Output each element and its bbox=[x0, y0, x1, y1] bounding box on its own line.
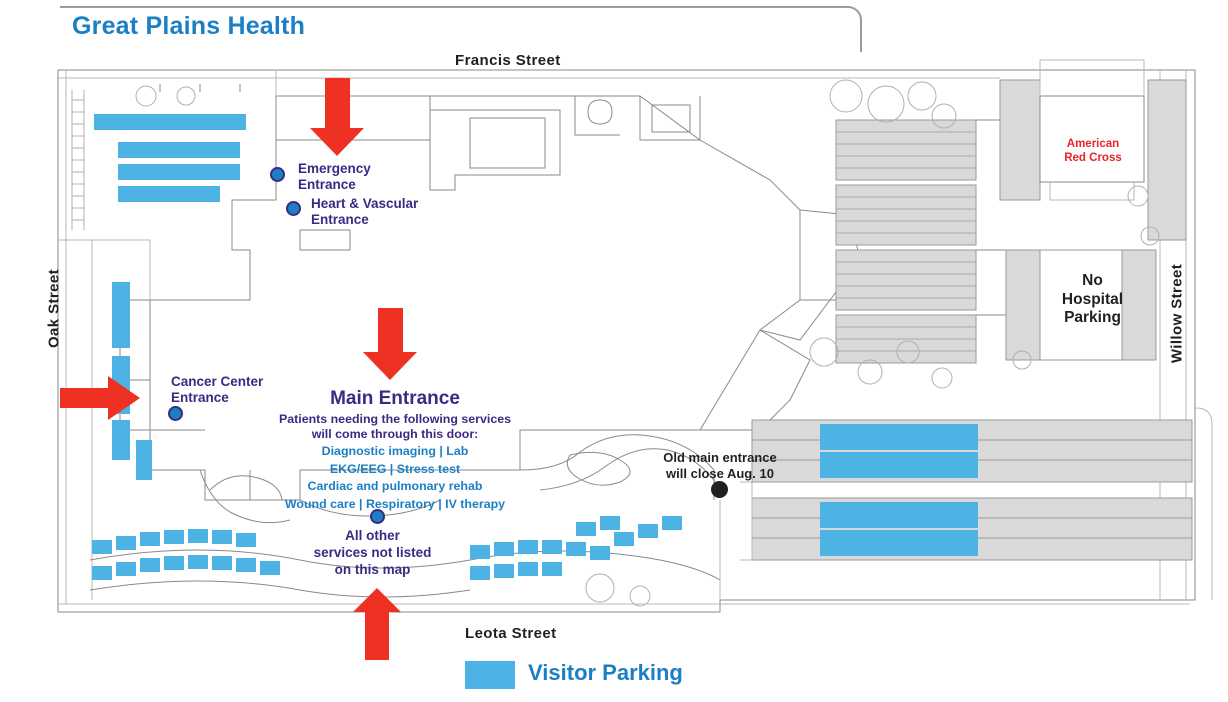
main-entrance-sub-line2: will come through this door: bbox=[311, 427, 479, 442]
all-other-label-line1: All other bbox=[345, 528, 400, 543]
street-label-oak: Oak Street bbox=[45, 268, 63, 349]
street-label-francis: Francis Street bbox=[455, 52, 561, 69]
all-other-label-line3: on this map bbox=[334, 561, 411, 577]
all-other-services-label bbox=[300, 528, 445, 579]
no-parking-line2: Hospital bbox=[1061, 290, 1124, 308]
heart-vascular-label-line2: Entrance bbox=[311, 211, 369, 227]
emergency-entrance-label-line1: Emergency bbox=[298, 161, 371, 176]
red-cross-line1: American bbox=[1066, 138, 1120, 150]
emergency-entrance-dot-icon[interactable] bbox=[270, 167, 285, 182]
american-red-cross-label bbox=[1058, 138, 1128, 166]
all-other-label-line2: services not listed bbox=[313, 544, 432, 560]
main-entrance-sub-line1: Patients needing the following services bbox=[278, 412, 512, 426]
emergency-entrance-label-line2: Entrance bbox=[298, 176, 356, 192]
legend-visitor-parking-swatch bbox=[465, 661, 515, 689]
street-label-leota: Leota Street bbox=[465, 625, 557, 642]
old-main-entrance-note bbox=[645, 450, 795, 481]
no-parking-line3: Parking bbox=[1064, 309, 1121, 327]
old-main-note-line2: will close Aug. 10 bbox=[666, 465, 774, 481]
cancer-center-label-line1: Cancer Center bbox=[171, 374, 264, 389]
street-label-willow: Willow Street bbox=[1168, 263, 1186, 364]
main-entrance-services-line4: Wound care | Respiratory | IV therapy bbox=[284, 496, 506, 511]
main-entrance-title: Main Entrance bbox=[330, 388, 460, 409]
cancer-center-entrance-dot-icon[interactable] bbox=[168, 406, 183, 421]
old-main-note-line1: Old main entrance bbox=[663, 450, 777, 465]
main-entrance-callout bbox=[272, 388, 518, 512]
emergency-entrance-label bbox=[298, 161, 371, 192]
heart-vascular-entrance-dot-icon[interactable] bbox=[286, 201, 301, 216]
no-hospital-parking-label bbox=[1040, 272, 1145, 328]
legend-visitor-parking-label: Visitor Parking bbox=[528, 660, 683, 685]
heart-vascular-label-line1: Heart & Vascular bbox=[311, 196, 419, 211]
page-title: Great Plains Health bbox=[72, 12, 306, 40]
cancer-center-label-line2: Entrance bbox=[171, 389, 229, 405]
red-cross-line2: Red Cross bbox=[1064, 151, 1122, 164]
old-main-entrance-dot-icon[interactable] bbox=[711, 481, 728, 498]
heart-vascular-entrance-label bbox=[311, 196, 418, 227]
cancer-center-entrance-label bbox=[171, 374, 263, 405]
main-entrance-services-line1: Diagnostic imaging | Lab bbox=[321, 444, 469, 459]
no-parking-line1: No bbox=[1082, 272, 1103, 289]
main-entrance-services-line3: Cardiac and pulmonary rehab bbox=[307, 479, 483, 494]
main-entrance-services-line2: EKG/EEG | Stress test bbox=[329, 461, 461, 476]
